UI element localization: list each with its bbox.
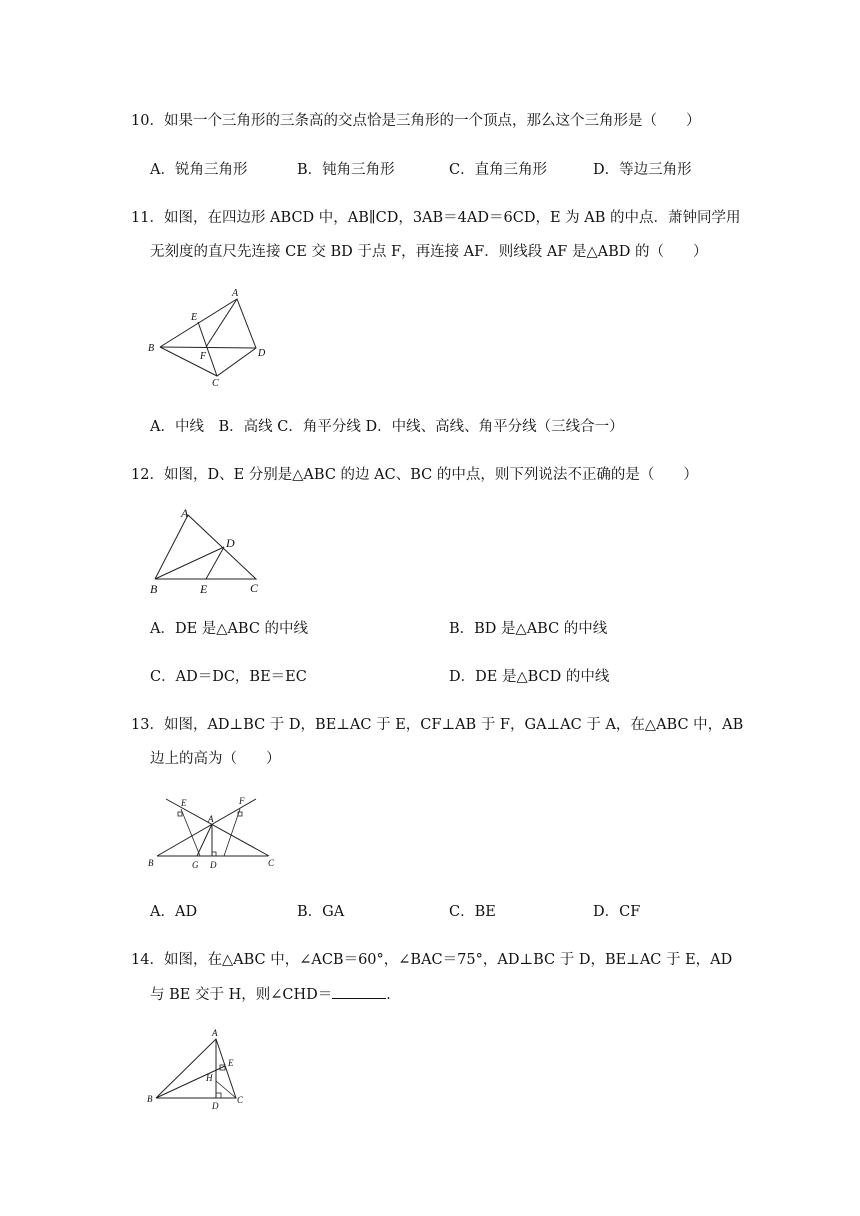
q12-stem: 12．如图，D、E 分别是△ABC 的边 AC、BC 的中点，则下列说法不正确的是（ ） bbox=[131, 467, 698, 483]
q14-label-e: E bbox=[228, 1058, 234, 1068]
q13-label-a: A bbox=[208, 814, 214, 824]
q13-figure bbox=[140, 792, 275, 877]
q11-diagram bbox=[140, 284, 280, 394]
q13-option-a: A．AD bbox=[150, 904, 198, 920]
q11-label-f: F bbox=[200, 351, 207, 362]
q14-stem-line2 bbox=[150, 984, 401, 1005]
q11-stem-line1: 11．如图，在四边形 ABCD 中，AB∥CD，3AB＝4AD＝6CD，E 为 AB 的中点．萧钟同学用 bbox=[131, 210, 741, 226]
q13-label-c: C bbox=[268, 858, 275, 868]
q10-option-b: B．钝角三角形 bbox=[297, 162, 395, 178]
q11-label-a: A bbox=[232, 288, 239, 299]
q14-label-b: B bbox=[147, 1094, 153, 1104]
q12-option-a: A．DE 是△ABC 的中线 bbox=[150, 621, 309, 637]
q14-stem-text: 与 BE 交于 H，则∠CHD＝ bbox=[150, 987, 333, 1003]
q12-diagram bbox=[140, 504, 270, 600]
q12-label-a: A bbox=[181, 506, 189, 520]
q10-option-a: A．锐角三角形 bbox=[150, 162, 248, 178]
q11-label-d: D bbox=[258, 348, 266, 359]
q11-label-e: E bbox=[191, 312, 198, 323]
q13-label-e: E bbox=[181, 798, 187, 808]
q14-diagram bbox=[140, 1025, 260, 1115]
q11-figure bbox=[140, 284, 280, 394]
q11-label-b: B bbox=[148, 343, 155, 354]
q13-stem-line2: 边上的高为（ ） bbox=[150, 751, 281, 767]
q12-label-e: E bbox=[200, 582, 208, 596]
q12-option-d: D．DE 是△BCD 的中线 bbox=[449, 669, 610, 685]
q13-label-d: D bbox=[210, 860, 217, 870]
q11-options: A．中线 B．高线 C．角平分线 D．中线、高线、角平分线（三线合一） bbox=[150, 419, 624, 435]
q13-stem-line1: 13．如图，AD⊥BC 于 D，BE⊥AC 于 E，CF⊥AB 于 F，GA⊥AC 于 A，在△ABC 中，AB bbox=[131, 717, 744, 733]
q10-option-d: D．等边三角形 bbox=[593, 162, 692, 178]
q10-option-c: C．直角三角形 bbox=[449, 162, 548, 178]
q14-stem-period: ． bbox=[386, 987, 401, 1003]
q14-figure bbox=[140, 1025, 260, 1115]
q14-label-d: D bbox=[212, 1101, 219, 1111]
q12-option-b: B．BD 是△ABC 的中线 bbox=[449, 621, 608, 637]
q11-stem-line2: 无刻度的直尺先连接 CE 交 BD 于点 F，再连接 AF．则线段 AF 是△ABD 的（ ） bbox=[150, 244, 708, 260]
q14-label-a: A bbox=[212, 1028, 218, 1038]
q12-option-c: C．AD＝DC，BE＝EC bbox=[150, 669, 307, 685]
q13-diagram bbox=[140, 792, 275, 877]
q13-option-c: C．BE bbox=[449, 904, 496, 920]
q13-option-d: D．CF bbox=[593, 904, 641, 920]
q12-label-b: B bbox=[150, 582, 158, 596]
q11-label-c: C bbox=[212, 378, 219, 389]
q14-stem-line1: 14．如图，在△ABC 中，∠ACB＝60°，∠BAC＝75°，AD⊥BC 于 D，BE⊥AC 于 E，AD bbox=[131, 952, 733, 968]
q12-figure bbox=[140, 504, 270, 600]
q12-label-c: C bbox=[250, 581, 259, 595]
q13-option-b: B．GA bbox=[297, 904, 345, 920]
q14-label-h: H bbox=[206, 1073, 213, 1083]
q14-label-c: C bbox=[237, 1095, 244, 1105]
q13-label-b: B bbox=[148, 858, 154, 868]
q10-stem: 10．如果一个三角形的三条高的交点恰是三角形的一个顶点，那么这个三角形是（ ） bbox=[131, 113, 701, 129]
q13-label-g: G bbox=[192, 860, 199, 870]
q12-label-d: D bbox=[226, 536, 235, 550]
q13-label-f: F bbox=[239, 796, 245, 806]
answer-blank[interactable] bbox=[332, 984, 386, 999]
